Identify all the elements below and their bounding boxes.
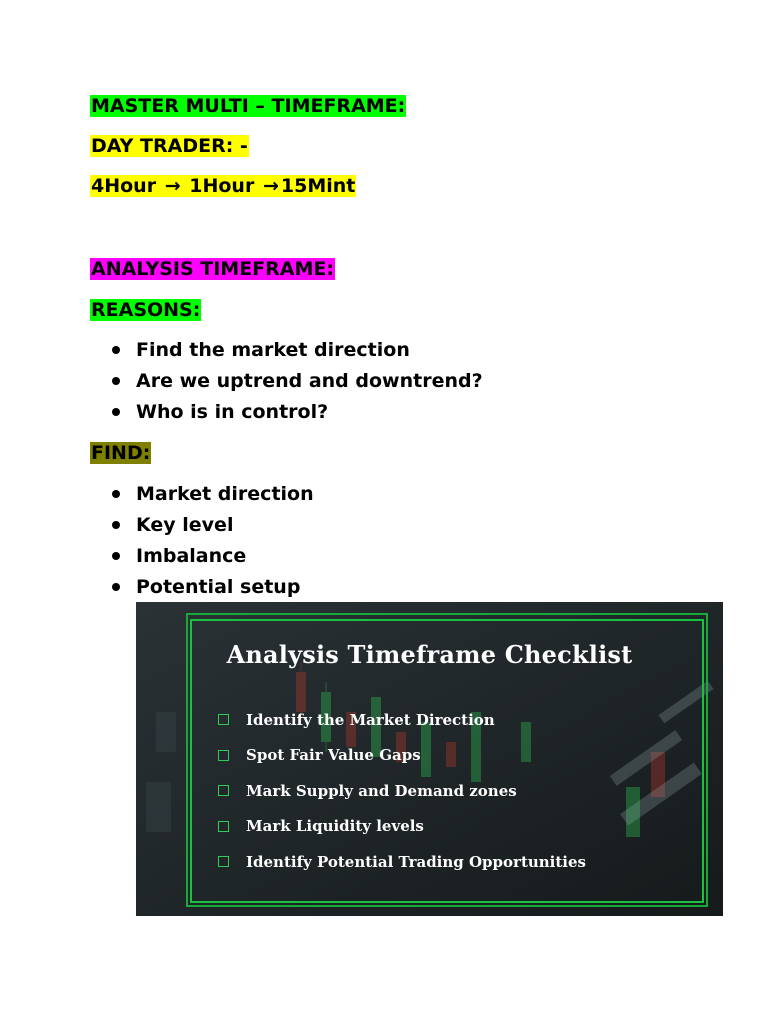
list-item: Key level [110, 510, 314, 541]
checklist-item: Mark Liquidity levels [218, 809, 586, 845]
checklist-item: Mark Supply and Demand zones [218, 773, 586, 809]
timeframe-4hour: 4Hour [91, 175, 157, 197]
reasons-label: REASONS: [91, 299, 201, 321]
timeframe-15mint: 15Mint [280, 175, 356, 197]
bullet-icon [112, 583, 120, 591]
bullet-icon [112, 377, 120, 385]
list-item: Potential setup [110, 572, 314, 603]
checklist [218, 702, 586, 880]
checklist-image [136, 602, 723, 916]
list-item: Imbalance [110, 541, 314, 572]
checkbox-icon [218, 750, 229, 761]
page-title: MASTER MULTI – TIMEFRAME: [91, 95, 406, 117]
bullet-icon [112, 408, 120, 416]
list-item: Market direction [110, 479, 314, 510]
checkbox-icon [218, 714, 229, 725]
bullet-icon [112, 521, 120, 529]
bullet-icon [112, 552, 120, 560]
find-list [110, 479, 314, 603]
timeframe-1hour: 1Hour [189, 175, 255, 197]
title-line [90, 93, 406, 119]
analysis-heading: ANALYSIS TIMEFRAME: [91, 258, 334, 280]
list-item: Are we uptrend and downtrend? [110, 366, 483, 397]
checklist-item: Spot Fair Value Gaps [218, 738, 586, 774]
list-item: Find the market direction [110, 335, 483, 366]
checklist-item: Identify Potential Trading Opportunities [218, 844, 586, 880]
bullet-icon [112, 490, 120, 498]
find-label: FIND: [91, 442, 151, 464]
list-item: Who is in control? [110, 397, 483, 428]
arrow-right-icon: → [164, 175, 181, 197]
reasons-label-line [90, 297, 201, 323]
checklist-title: Analysis Timeframe Checklist [226, 640, 633, 669]
bullet-icon [112, 346, 120, 354]
find-label-line [90, 440, 151, 466]
checkbox-icon [218, 821, 229, 832]
reasons-list [110, 335, 483, 428]
checkbox-icon [218, 785, 229, 796]
analysis-heading-line [90, 256, 335, 282]
timeframe-sequence [90, 173, 356, 199]
day-trader-label: DAY TRADER: - [91, 135, 248, 157]
day-trader-line [90, 133, 249, 159]
checkbox-icon [218, 856, 229, 867]
checklist-item: Identify the Market Direction [218, 702, 586, 738]
arrow-right-icon: → [262, 175, 279, 197]
